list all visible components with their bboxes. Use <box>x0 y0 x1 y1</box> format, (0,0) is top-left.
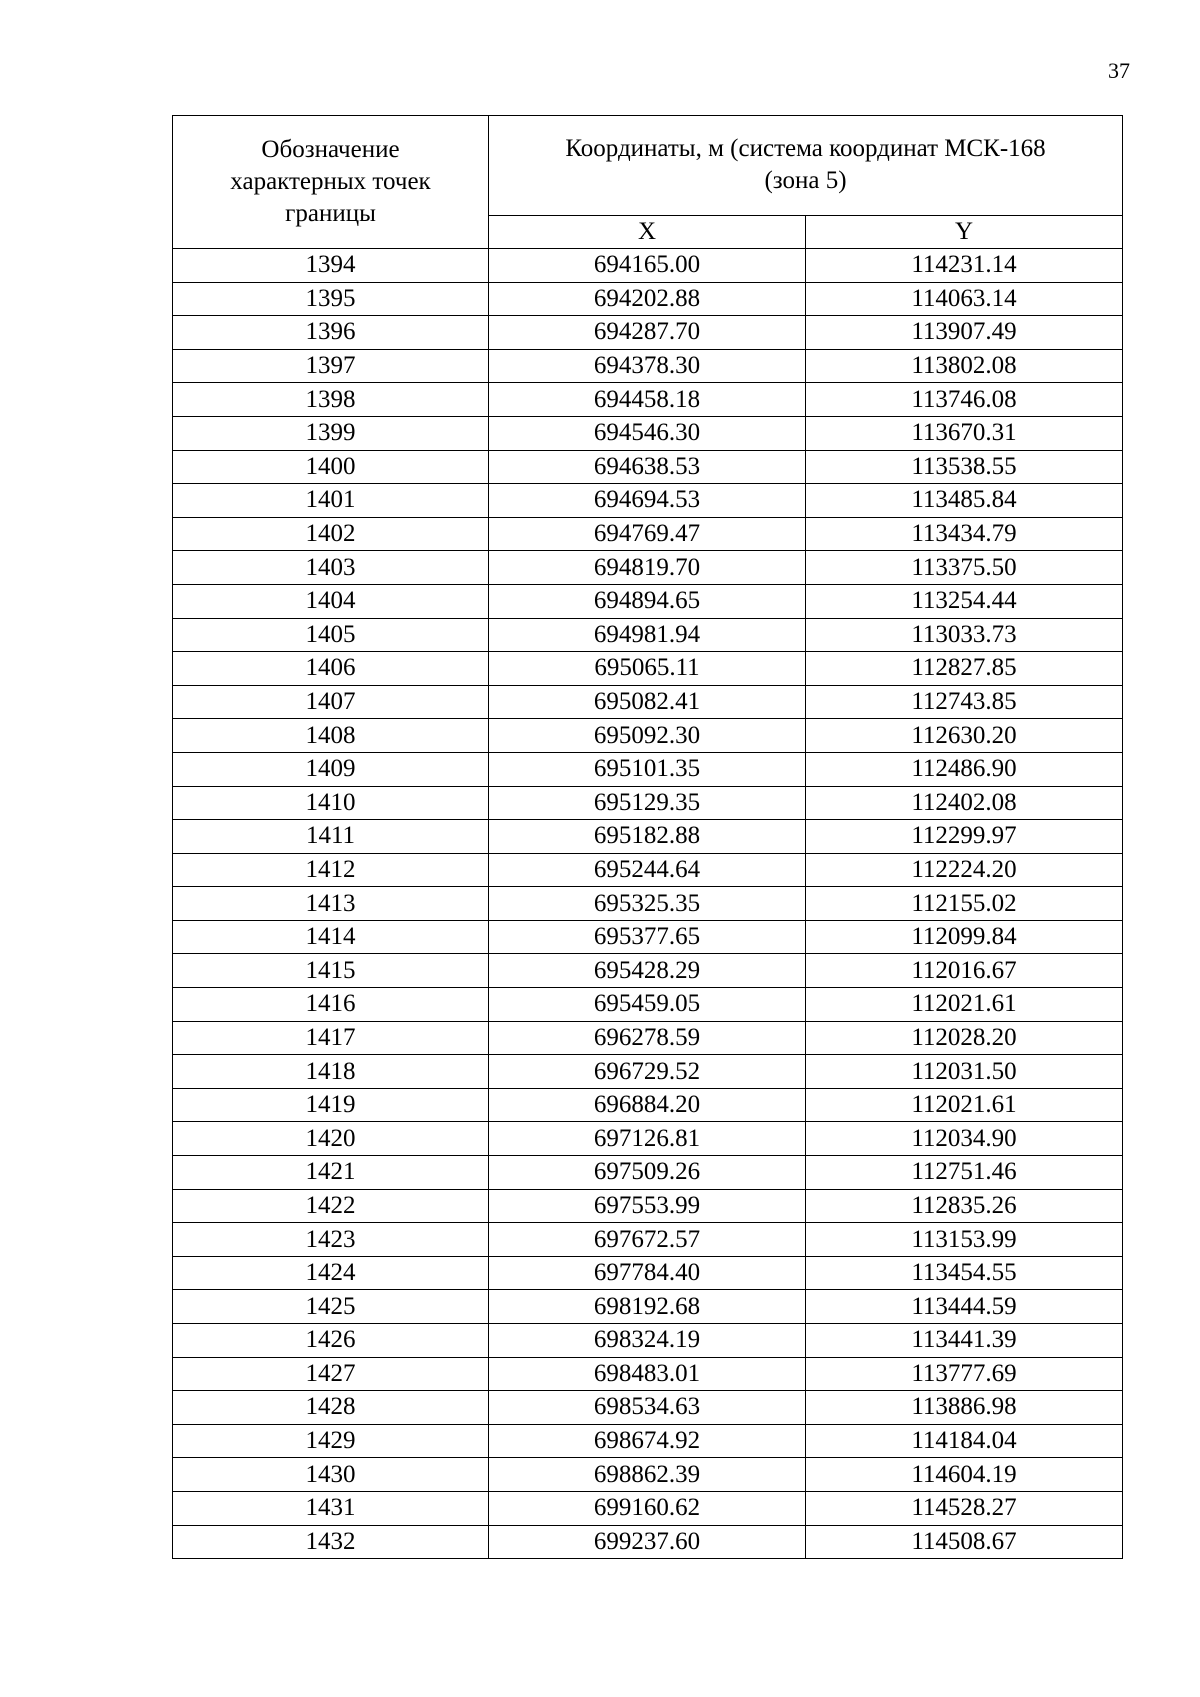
x-coordinate-cell: 697672.57 <box>489 1223 806 1257</box>
x-coordinate-cell: 694287.70 <box>489 316 806 350</box>
table-row <box>173 920 1123 954</box>
y-coordinate-cell: 112751.46 <box>806 1156 1123 1190</box>
y-coordinate-cell: 114604.19 <box>806 1458 1123 1492</box>
table-row <box>173 383 1123 417</box>
table-row <box>173 1156 1123 1190</box>
y-coordinate-cell: 113802.08 <box>806 349 1123 383</box>
table-row <box>173 1256 1123 1290</box>
y-coordinate-cell: 114508.67 <box>806 1525 1123 1559</box>
table-row <box>173 1088 1123 1122</box>
point-id-cell: 1412 <box>173 853 489 887</box>
table-body <box>173 249 1123 1559</box>
point-id-cell: 1399 <box>173 416 489 450</box>
y-coordinate-cell: 112021.61 <box>806 988 1123 1022</box>
point-id-cell: 1430 <box>173 1458 489 1492</box>
x-coordinate-cell: 698324.19 <box>489 1324 806 1358</box>
point-id-cell: 1429 <box>173 1424 489 1458</box>
x-coordinate-cell: 694458.18 <box>489 383 806 417</box>
y-coordinate-cell: 112034.90 <box>806 1122 1123 1156</box>
table-row <box>173 249 1123 283</box>
page-number: 37 <box>1108 58 1130 83</box>
table-row <box>173 1290 1123 1324</box>
point-id-cell: 1422 <box>173 1189 489 1223</box>
point-id-cell: 1428 <box>173 1391 489 1425</box>
header-coordinates: Координаты, м (система координат МСК-168 (зона 5) <box>489 116 1123 216</box>
table-row <box>173 316 1123 350</box>
point-id-cell: 1403 <box>173 551 489 585</box>
point-id-cell: 1410 <box>173 786 489 820</box>
y-coordinate-cell: 113538.55 <box>806 450 1123 484</box>
y-coordinate-cell: 113886.98 <box>806 1391 1123 1425</box>
point-id-cell: 1401 <box>173 484 489 518</box>
table-row <box>173 1055 1123 1089</box>
table-row <box>173 517 1123 551</box>
x-coordinate-cell: 695182.88 <box>489 820 806 854</box>
point-id-cell: 1413 <box>173 887 489 921</box>
x-coordinate-cell: 694819.70 <box>489 551 806 585</box>
point-id-cell: 1425 <box>173 1290 489 1324</box>
x-coordinate-cell: 695377.65 <box>489 920 806 954</box>
table-row <box>173 1391 1123 1425</box>
header-y: Y <box>806 215 1123 248</box>
y-coordinate-cell: 113746.08 <box>806 383 1123 417</box>
point-id-cell: 1424 <box>173 1256 489 1290</box>
header-point-label: Обозначение характерных точек границы <box>173 116 489 249</box>
point-id-cell: 1414 <box>173 920 489 954</box>
table-row <box>173 719 1123 753</box>
point-id-cell: 1431 <box>173 1491 489 1525</box>
table-row <box>173 1223 1123 1257</box>
y-coordinate-cell: 112099.84 <box>806 920 1123 954</box>
x-coordinate-cell: 698674.92 <box>489 1424 806 1458</box>
point-id-cell: 1402 <box>173 517 489 551</box>
y-coordinate-cell: 113907.49 <box>806 316 1123 350</box>
point-id-cell: 1395 <box>173 282 489 316</box>
y-coordinate-cell: 112299.97 <box>806 820 1123 854</box>
point-id-cell: 1397 <box>173 349 489 383</box>
table-row <box>173 450 1123 484</box>
coordinates-table <box>172 115 1123 1559</box>
table-row <box>173 349 1123 383</box>
table-row <box>173 1189 1123 1223</box>
table-row <box>173 752 1123 786</box>
y-coordinate-cell: 113375.50 <box>806 551 1123 585</box>
y-coordinate-cell: 112021.61 <box>806 1088 1123 1122</box>
table-row <box>173 786 1123 820</box>
y-coordinate-cell: 113033.73 <box>806 618 1123 652</box>
table-row <box>173 1491 1123 1525</box>
x-coordinate-cell: 695101.35 <box>489 752 806 786</box>
point-id-cell: 1417 <box>173 1021 489 1055</box>
y-coordinate-cell: 113434.79 <box>806 517 1123 551</box>
point-id-cell: 1396 <box>173 316 489 350</box>
table-row <box>173 1021 1123 1055</box>
table-row <box>173 685 1123 719</box>
x-coordinate-cell: 698192.68 <box>489 1290 806 1324</box>
y-coordinate-cell: 112155.02 <box>806 887 1123 921</box>
x-coordinate-cell: 697509.26 <box>489 1156 806 1190</box>
table-row <box>173 1122 1123 1156</box>
y-coordinate-cell: 112224.20 <box>806 853 1123 887</box>
x-coordinate-cell: 694894.65 <box>489 584 806 618</box>
y-coordinate-cell: 114063.14 <box>806 282 1123 316</box>
point-id-cell: 1400 <box>173 450 489 484</box>
y-coordinate-cell: 113777.69 <box>806 1357 1123 1391</box>
point-id-cell: 1415 <box>173 954 489 988</box>
y-coordinate-cell: 113153.99 <box>806 1223 1123 1257</box>
point-id-cell: 1411 <box>173 820 489 854</box>
x-coordinate-cell: 695092.30 <box>489 719 806 753</box>
y-coordinate-cell: 113254.44 <box>806 584 1123 618</box>
point-id-cell: 1418 <box>173 1055 489 1089</box>
point-id-cell: 1423 <box>173 1223 489 1257</box>
point-id-cell: 1421 <box>173 1156 489 1190</box>
x-coordinate-cell: 695325.35 <box>489 887 806 921</box>
table-row <box>173 416 1123 450</box>
table-row <box>173 1525 1123 1559</box>
point-id-cell: 1398 <box>173 383 489 417</box>
y-coordinate-cell: 113444.59 <box>806 1290 1123 1324</box>
x-coordinate-cell: 695428.29 <box>489 954 806 988</box>
x-coordinate-cell: 698483.01 <box>489 1357 806 1391</box>
y-coordinate-cell: 112630.20 <box>806 719 1123 753</box>
x-coordinate-cell: 694202.88 <box>489 282 806 316</box>
point-id-cell: 1404 <box>173 584 489 618</box>
x-coordinate-cell: 696278.59 <box>489 1021 806 1055</box>
point-id-cell: 1409 <box>173 752 489 786</box>
y-coordinate-cell: 112016.67 <box>806 954 1123 988</box>
x-coordinate-cell: 694378.30 <box>489 349 806 383</box>
point-id-cell: 1427 <box>173 1357 489 1391</box>
y-coordinate-cell: 112402.08 <box>806 786 1123 820</box>
x-coordinate-cell: 695244.64 <box>489 853 806 887</box>
y-coordinate-cell: 113485.84 <box>806 484 1123 518</box>
x-coordinate-cell: 695459.05 <box>489 988 806 1022</box>
table-row <box>173 1458 1123 1492</box>
point-id-cell: 1406 <box>173 652 489 686</box>
point-id-cell: 1416 <box>173 988 489 1022</box>
table-row <box>173 820 1123 854</box>
x-coordinate-cell: 695065.11 <box>489 652 806 686</box>
y-coordinate-cell: 114231.14 <box>806 249 1123 283</box>
x-coordinate-cell: 699237.60 <box>489 1525 806 1559</box>
y-coordinate-cell: 112743.85 <box>806 685 1123 719</box>
x-coordinate-cell: 698862.39 <box>489 1458 806 1492</box>
y-coordinate-cell: 112827.85 <box>806 652 1123 686</box>
x-coordinate-cell: 694165.00 <box>489 249 806 283</box>
table-row <box>173 988 1123 1022</box>
y-coordinate-cell: 113454.55 <box>806 1256 1123 1290</box>
table-row <box>173 652 1123 686</box>
x-coordinate-cell: 694546.30 <box>489 416 806 450</box>
table-row <box>173 887 1123 921</box>
y-coordinate-cell: 113441.39 <box>806 1324 1123 1358</box>
x-coordinate-cell: 694769.47 <box>489 517 806 551</box>
table-row <box>173 1324 1123 1358</box>
x-coordinate-cell: 699160.62 <box>489 1491 806 1525</box>
table-header <box>173 116 1123 249</box>
y-coordinate-cell: 114528.27 <box>806 1491 1123 1525</box>
y-coordinate-cell: 113670.31 <box>806 416 1123 450</box>
table-row <box>173 853 1123 887</box>
y-coordinate-cell: 112031.50 <box>806 1055 1123 1089</box>
x-coordinate-cell: 695129.35 <box>489 786 806 820</box>
point-id-cell: 1405 <box>173 618 489 652</box>
x-coordinate-cell: 696884.20 <box>489 1088 806 1122</box>
point-id-cell: 1432 <box>173 1525 489 1559</box>
header-x: X <box>489 215 806 248</box>
point-id-cell: 1426 <box>173 1324 489 1358</box>
point-id-cell: 1394 <box>173 249 489 283</box>
y-coordinate-cell: 112835.26 <box>806 1189 1123 1223</box>
x-coordinate-cell: 694981.94 <box>489 618 806 652</box>
table-row <box>173 1424 1123 1458</box>
x-coordinate-cell: 696729.52 <box>489 1055 806 1089</box>
table-row <box>173 1357 1123 1391</box>
point-id-cell: 1408 <box>173 719 489 753</box>
table-row <box>173 282 1123 316</box>
y-coordinate-cell: 112028.20 <box>806 1021 1123 1055</box>
x-coordinate-cell: 694638.53 <box>489 450 806 484</box>
point-id-cell: 1407 <box>173 685 489 719</box>
table-row <box>173 551 1123 585</box>
x-coordinate-cell: 697126.81 <box>489 1122 806 1156</box>
x-coordinate-cell: 697553.99 <box>489 1189 806 1223</box>
x-coordinate-cell: 695082.41 <box>489 685 806 719</box>
table-row <box>173 484 1123 518</box>
x-coordinate-cell: 694694.53 <box>489 484 806 518</box>
table-row <box>173 584 1123 618</box>
table-row <box>173 618 1123 652</box>
point-id-cell: 1419 <box>173 1088 489 1122</box>
y-coordinate-cell: 112486.90 <box>806 752 1123 786</box>
table-row <box>173 954 1123 988</box>
x-coordinate-cell: 698534.63 <box>489 1391 806 1425</box>
x-coordinate-cell: 697784.40 <box>489 1256 806 1290</box>
y-coordinate-cell: 114184.04 <box>806 1424 1123 1458</box>
point-id-cell: 1420 <box>173 1122 489 1156</box>
